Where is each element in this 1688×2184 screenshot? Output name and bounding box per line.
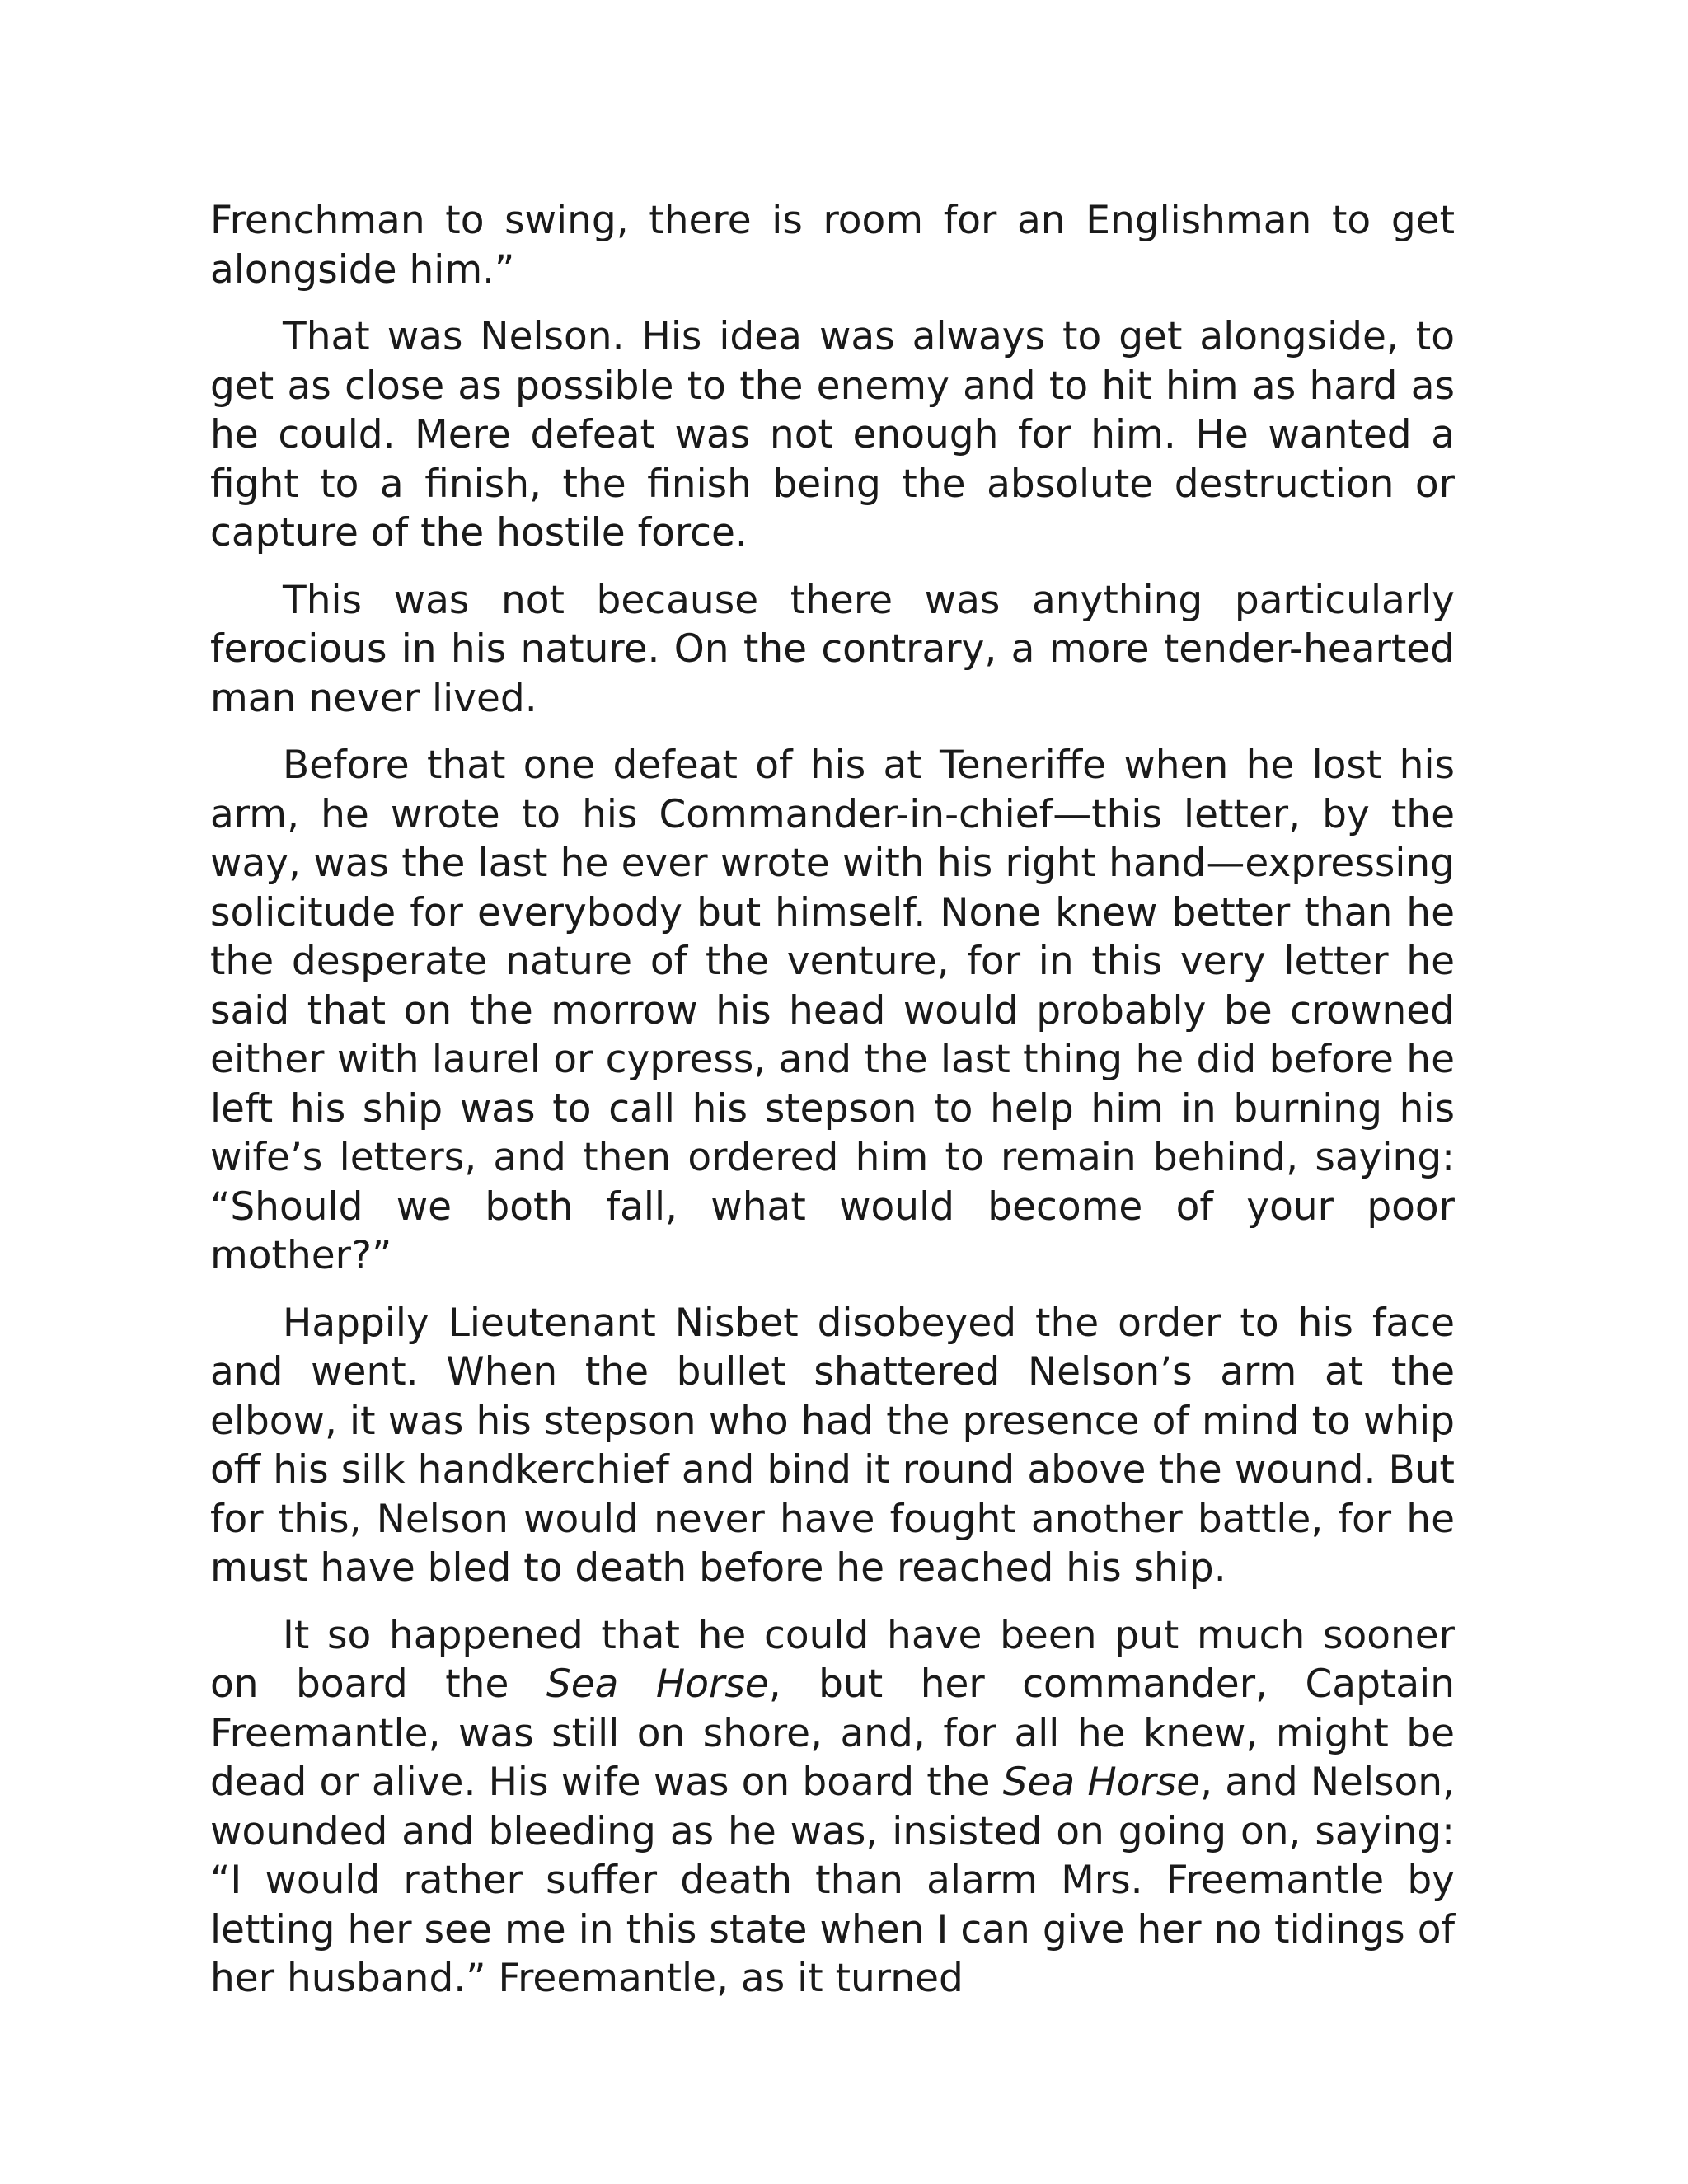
paragraph-4 xyxy=(210,741,1455,1281)
paragraph-text: , and Nelson, wounded and bleeding as he was, insisted on going on, saying: “I would rather suffer death than alarm Mrs. Freemantle by letting her see me in this state when I can give her no tidings of her husband.” Freemantle, as it turned xyxy=(210,1760,1455,2001)
ship-name-italic: Sea Horse xyxy=(546,1661,769,1707)
paragraph-text: Before that one defeat of his at Teneriffe when he lost his arm, he wrote to his Commander-in-chief—this letter, by the way, was the last he ever wrote with his right hand—expressing solicitude for everybody but himself. None knew better than he the desperate nature of the venture, for in this very letter he said that on the morrow his head would probably be crowned either with laurel or cypress, and the last thing he did before he left his ship was to call his stepson to help him in burning his wife’s letters, and then ordered him to remain behind, saying: “Should we both fall, what would become of your poor mother?” xyxy=(210,743,1455,1278)
document-page xyxy=(210,196,1455,2022)
paragraph-2 xyxy=(210,312,1455,558)
paragraph-3 xyxy=(210,576,1455,724)
paragraph-text: This was not because there was anything particularly ferocious in his nature. On the contrary, a more tender-hearted man never lived. xyxy=(210,577,1455,721)
paragraph-text: , but her commander, Captain Freemantle, was still on shore, and, for all he knew, might be dead or alive. His wife was on board the xyxy=(210,1661,1455,1805)
paragraph-text: That was Nelson. His idea was always to get alongside, to get as close as possible to the enemy and to hit him as hard as he could. Mere defeat was not enough for him. He wanted a fight to a finish, the finish being the absolute destruction or capture of the hostile force. xyxy=(210,314,1455,555)
paragraph-text: It so happened that he could have been put much sooner on board the xyxy=(210,1612,1455,1707)
paragraph-5 xyxy=(210,1299,1455,1593)
paragraph-text: Frenchman to swing, there is room for an Englishman to get alongside him.” xyxy=(210,198,1455,293)
paragraph-1 xyxy=(210,196,1455,294)
ship-name-italic: Sea Horse xyxy=(1002,1760,1201,1805)
paragraph-text: Happily Lieutenant Nisbet disobeyed the order to his face and went. When the bullet shattered Nelson’s arm at the elbow, it was his stepson who had the presence of mind to whip off his silk handkerchief and bind it round above the wound. But for this, Nelson would never have fought another battle, for he must have bled to death before he reached his ship. xyxy=(210,1300,1455,1591)
paragraph-6 xyxy=(210,1611,1455,2004)
